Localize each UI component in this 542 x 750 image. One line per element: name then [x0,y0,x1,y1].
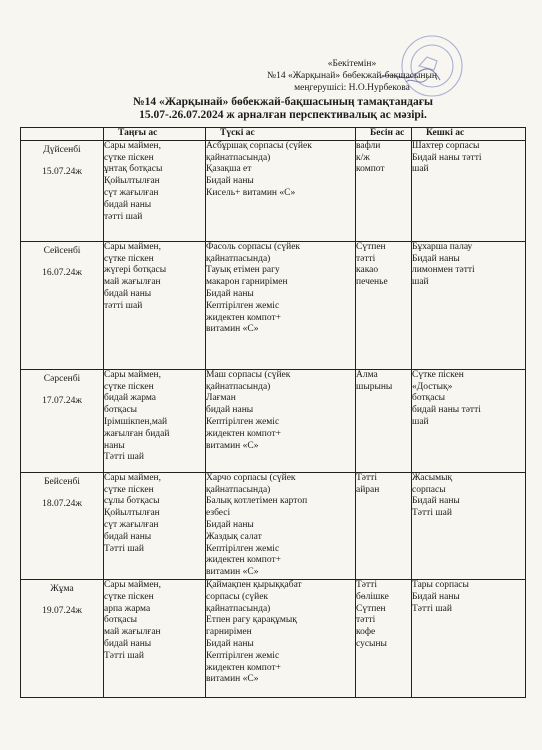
table-row [21,472,526,579]
breakfast-item: Қойылтылған [104,508,160,519]
breakfast-cell [104,472,206,579]
header-row [21,128,526,141]
lunch-item: езбесі [206,508,231,519]
day-name: Дүйсенбі [43,144,81,155]
breakfast-item: Сары маймен, [104,579,161,590]
lunch-item: Жаздық салат [206,531,262,542]
document-title [48,96,518,122]
menu-table [20,127,526,698]
breakfast-item: сүт жағылған [104,187,159,198]
breakfast-item: Сары маймен, [104,369,161,380]
lunch-item: Лағман [206,393,236,404]
snack-cell [356,369,412,472]
breakfast-item: Тәтті шай [104,650,144,661]
snack-item: Алма [356,369,378,380]
dinner-item: Бұхарша палау [412,241,473,252]
dinner-item: «Достық» [412,381,453,392]
breakfast-item: бидай наны [104,638,152,649]
lunch-item: қайнатпасында) [206,603,271,614]
snack-item: компот [356,164,385,175]
lunch-cell [206,472,356,579]
lunch-item: Бидай наны [206,519,254,530]
snack-item: Сүтпен [356,603,386,614]
lunch-item: Харчо сорпасы (сүйек [206,472,296,483]
day-name: Жұма [50,583,74,594]
lunch-item: Қаймақпен қырыққабат [206,579,302,590]
lunch-item: қайнатпасында) [206,381,271,392]
header-breakfast: Таңғы ас [104,128,206,141]
breakfast-cell [104,369,206,472]
lunch-item: жидектен компот+ [206,428,281,439]
lunch-item: Кептірілген жеміс [206,416,280,427]
day-date: 16.07.24ж [42,267,82,278]
day-name: Бейсенбі [44,476,80,487]
dinner-item: Сүтке піскен [412,369,464,380]
dinner-cell [412,472,526,579]
lunch-item: витамин «С» [206,440,259,451]
snack-item: к/ж [356,152,370,163]
breakfast-item: Сары маймен, [104,140,161,151]
snack-cell [356,579,412,697]
breakfast-item: ұнтақ ботқасы [104,164,163,175]
dinner-item: Бидай наны [412,496,460,507]
approval-block [222,58,482,94]
table-row [21,241,526,369]
breakfast-cell [104,140,206,241]
day-date: 18.07.24ж [42,498,82,509]
dinner-item: Бидай наны [412,591,460,602]
breakfast-item: бидай наны [104,288,152,299]
breakfast-item: ботқасы [104,615,138,626]
snack-item: вафли [356,140,381,151]
day-name: Сейсенбі [43,245,81,256]
snack-item: Тәтті [356,472,377,483]
dinner-cell [412,369,526,472]
snack-item: айран [356,484,380,495]
header-lunch: Түскі ас [206,128,356,141]
lunch-item: витамин «С» [206,674,259,685]
day-cell [21,241,104,369]
day-cell [21,140,104,241]
title-line-1: №14 «Жарқынай» бөбекжай-бақшасының тамақтандағы [133,96,433,108]
approval-organization: №14 «Жарқынай» бөбекжай-бақшасының [267,71,437,81]
breakfast-item: сүтке піскен [104,152,154,163]
dinner-item: Бидай наны [412,253,460,264]
breakfast-item: сүтке піскен [104,253,154,264]
breakfast-item: сүтке піскен [104,381,154,392]
breakfast-item: Тәтті шай [104,543,144,554]
lunch-item: Қазақша ет [206,164,252,175]
lunch-item: Асбұршақ сорпасы (сүйек [206,140,312,151]
header-snack: Бесін ас [356,128,412,141]
day-cell [21,369,104,472]
header-day [21,128,104,141]
dinner-item: Тары сорпасы [412,579,469,590]
lunch-item: қайнатпасында) [206,152,271,163]
snack-item: какао [356,265,379,276]
dinner-item: Бидай наны тәтті [412,152,482,163]
day-date: 15.07.24ж [42,166,82,177]
lunch-item: қайнатпасында) [206,484,271,495]
dinner-item: сорпасы [412,484,446,495]
lunch-item: макарон гарнирімен [206,277,288,288]
snack-cell [356,472,412,579]
dinner-item: Тәтті шай [412,603,452,614]
lunch-item: Балық котлетімен картоп [206,496,308,507]
day-date: 17.07.24ж [42,395,82,406]
snack-item: тәтті [356,615,376,626]
lunch-cell [206,369,356,472]
lunch-item: витамин «С» [206,567,259,578]
lunch-item: жидектен компот+ [206,662,281,673]
dinner-cell [412,140,526,241]
breakfast-item: арпа жарма [104,603,151,614]
breakfast-item: сүт жағылған [104,519,159,530]
lunch-item: сорпасы (сүйек [206,591,269,602]
breakfast-item: май жағылған [104,627,161,638]
breakfast-item: бидай наны [104,531,152,542]
lunch-cell [206,140,356,241]
lunch-item: Бидай наны [206,638,254,649]
table-row [21,140,526,241]
day-date: 19.07.24ж [42,605,82,616]
dinner-item: Шахтер сорпасы [412,140,480,151]
day-name: Сәрсенбі [43,373,81,384]
approval-head-name: меңгерушісі: Н.О.Нурбекова [294,83,410,93]
snack-item: бөлішке [356,591,389,602]
lunch-item: Етпен рагу қарақұмық [206,615,297,626]
lunch-item: жидектен компот+ [206,312,281,323]
dinner-item: ботқасы [412,393,446,404]
breakfast-item: ботқасы [104,405,138,416]
breakfast-item: тәтті шай [104,300,143,311]
header-dinner: Кешкі ас [412,128,526,141]
snack-item: кофе [356,627,376,638]
breakfast-item: Қойылтылған [104,176,160,187]
dinner-item: шай [412,164,429,175]
breakfast-item: сүтке піскен [104,591,154,602]
breakfast-item: Сары маймен, [104,241,161,252]
breakfast-cell [104,241,206,369]
snack-item: печенье [356,277,388,288]
breakfast-item: сұлы ботқасы [104,496,160,507]
lunch-item: Маш сорпасы (сүйек [206,369,291,380]
breakfast-item: Тәтті шай [104,452,144,463]
breakfast-item: Сары маймен, [104,472,161,483]
dinner-item: шай [412,416,429,427]
lunch-item: Бидай наны [206,288,254,299]
snack-item: Сүтпен [356,241,386,252]
breakfast-item: жағылған бидай [104,428,170,439]
day-cell [21,472,104,579]
snack-cell [356,241,412,369]
lunch-item: жидектен компот+ [206,555,281,566]
dinner-item: Жасымық [412,472,453,483]
lunch-item: витамин «С» [206,324,259,335]
breakfast-item: бидай жарма [104,393,156,404]
breakfast-item: май жағылған [104,277,161,288]
breakfast-item: жүгері ботқасы [104,265,167,276]
dinner-item: Тәтті шай [412,508,452,519]
day-cell [21,579,104,697]
dinner-item: шай [412,277,429,288]
lunch-item: гарнирімен [206,627,252,638]
snack-cell [356,140,412,241]
title-line-2: 15.07-.26.07.2024 ж арналған перспективалық ас мәзірі. [139,109,427,121]
breakfast-item: наны [104,440,125,451]
lunch-item: бидай наны [206,405,254,416]
lunch-item: Фасоль сорпасы (сүйек [206,241,301,252]
approval-heading: «Бекітемін» [327,59,377,69]
lunch-cell [206,241,356,369]
breakfast-cell [104,579,206,697]
table-row [21,369,526,472]
lunch-item: Кисель+ витамин «С» [206,187,296,198]
lunch-item: қайнатпасында) [206,253,271,264]
snack-item: сусыны [356,638,387,649]
lunch-cell [206,579,356,697]
snack-item: тәтті [356,253,376,264]
breakfast-item: Ірімшікпен,май [104,416,168,427]
lunch-item: Бидай наны [206,176,254,187]
dinner-cell [412,579,526,697]
breakfast-item: сүтке піскен [104,484,154,495]
lunch-item: Кептірілген жеміс [206,650,280,661]
dinner-item: лимонмен тәтті [412,265,475,276]
lunch-item: Тауық етімен рагу [206,265,280,276]
breakfast-item: тәтті шай [104,211,143,222]
lunch-item: Кептірілген жеміс [206,300,280,311]
snack-item: шырыны [356,381,393,392]
dinner-cell [412,241,526,369]
dinner-item: бидай наны тәтті [412,405,481,416]
snack-item: Тәтті [356,579,377,590]
lunch-item: Кептірілген жеміс [206,543,280,554]
table-row [21,579,526,697]
breakfast-item: бидай наны [104,199,152,210]
